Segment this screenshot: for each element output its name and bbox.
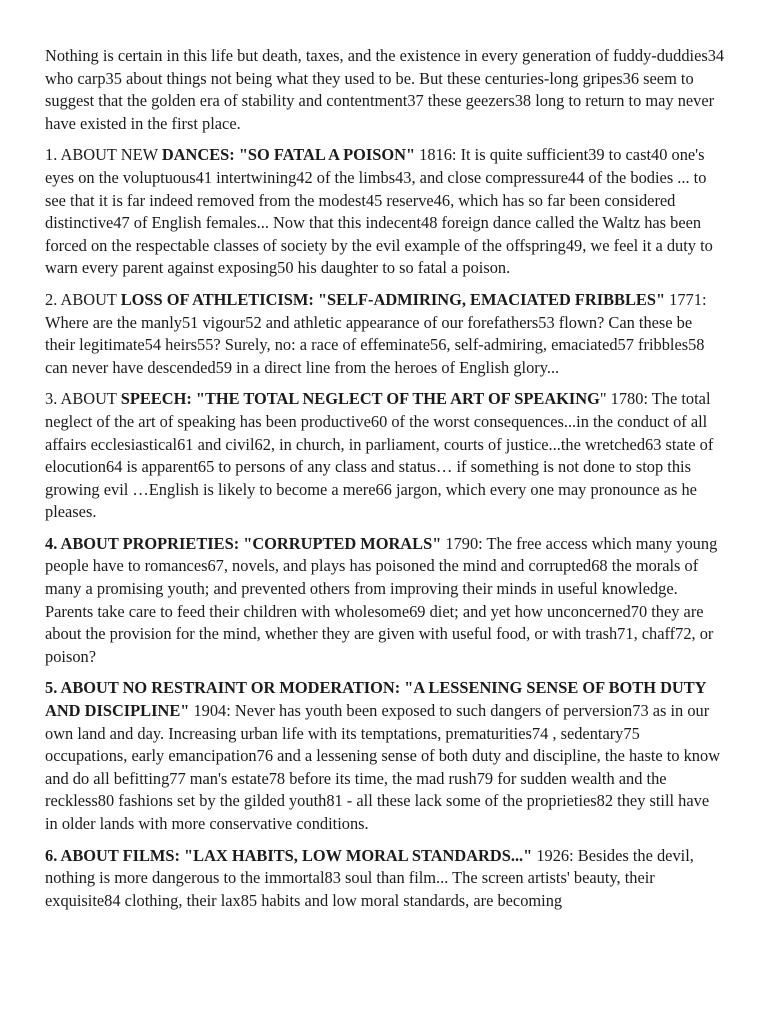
section-body: 1926: Besides the devil, nothing is more dangerous to the immortal83 soul than film... The screen artists' beauty, their exquisite84 clothing, their lax85 habits and low moral standards, are becoming [45,845,694,910]
section-heading: SPEECH: "THE TOTAL NEGLECT OF THE ART OF SPEAKING [120,389,600,409]
section-body: " 1780: The total neglect of the art of speaking has been productive60 of the worst consequences...in the conduct of all affairs ecclesiastical61 and civil62, in church, in parliament, courts of justice...the wretched63 state of elocution64 is apparent65 to persons of any class and status… if something is not done to stop this growing evil …English is likely to become a mere66 jargon, which every one may pronounce as he pleases. [45,389,714,522]
section-speech [45,388,725,524]
section-lead: 1. ABOUT NEW [45,145,162,165]
document-page [45,45,725,921]
section-restraint [45,677,725,835]
section-dances [45,144,725,280]
section-proprieties [45,533,725,669]
section-body: 1790: The free access which many young people have to romances67, novels, and plays has poisoned the mind and corrupted68 the morals of many a promising youth; and prevented others from improving their minds in useful knowledge. Parents take care to feed their children with wholesome69 diet; and yet how unconcerned70 they are about the provision for the mind, whether they are given with useful food, or with trash71, chaff72, or poison? [45,533,718,666]
section-body: 1771: Where are the manly51 vigour52 and athletic appearance of our forefathers53 flown? Can these be their legitimate54 heirs55? Surely, no: a race of effeminate56, self-admiring, emaciated57 fribbles58 can never have descended59 in a direct line from the heroes of English glory... [45,289,707,377]
section-heading: LOSS OF ATHLETICISM: "SELF-ADMIRING, EMACIATED FRIBBLES" [120,289,666,309]
section-lead: 2. ABOUT [45,289,121,309]
intro-paragraph: Nothing is certain in this life but death, taxes, and the existence in every generation of fuddy-duddies34 who carp35 about things not being what they used to be. But these centuries-long gripes36 seem to suggest that the golden era of stability and contentment37 these geezers38 long to return to may never have existed in the first place. [45,46,725,133]
section-lead: 3. ABOUT [45,389,121,409]
section-body: 1816: It is quite sufficient39 to cast40 one's eyes on the voluptuous41 intertwining42 of the limbs43, and close compressure44 of the bodies ... to see that it is far indeed removed from the modest45 reserve46, which has so far been considered distinctive47 of English females... Now that this indecent48 foreign dance called the Waltz has been forced on the respectable classes of society by the evil example of the offspring49, we feel it a duty to warn every parent against exposing50 his daughter to so fatal a poison. [45,145,713,278]
section-athleticism [45,289,725,379]
section-heading: 4. ABOUT PROPRIETIES: "CORRUPTED MORALS" [45,533,442,553]
section-body: 1904: Never has youth been exposed to such dangers of perversion73 as in our own land and day. Increasing urban life with its temptations, prematurities74 , sedentary75 occupations, early emancipation76 and a lessening sense of both duty and discipline, the haste to know and do all befitting77 man's estate78 before its time, the mad rush79 for sudden wealth and the reckless80 fashions set by the gilded youth81 - all these lack some of the proprieties82 they still have in older lands with more conservative conditions. [45,701,721,833]
section-heading: 6. ABOUT FILMS: "LAX HABITS, LOW MORAL STANDARDS..." [45,845,533,865]
section-films [45,845,725,913]
section-heading: DANCES: "SO FATAL A POISON" [161,145,416,165]
section-heading: 5. ABOUT NO RESTRAINT OR MODERATION: "A LESSENING SENSE OF BOTH DUTY AND DISCIPLINE" [45,678,706,721]
